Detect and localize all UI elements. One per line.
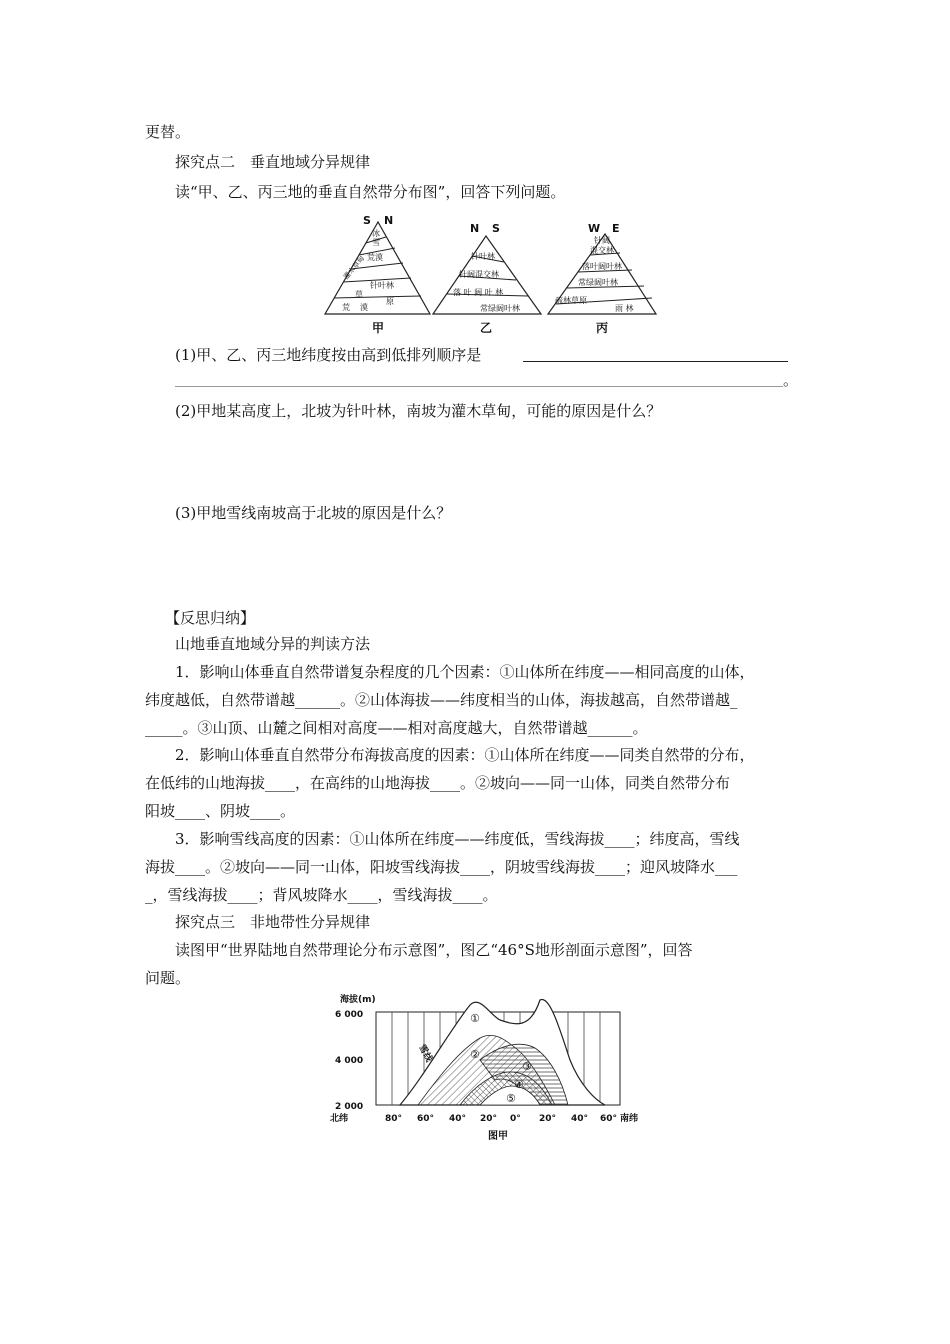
answer-blank[interactable] <box>175 386 783 387</box>
triangle-yi <box>433 222 541 335</box>
zone-label: ④ <box>514 1078 524 1091</box>
paragraph-3: _，雪线海拔____；背风坡降水____，雪线海拔____。 <box>145 886 498 904</box>
x-axis-right-label: 南纬 <box>620 1114 639 1124</box>
x-tick: 20° <box>539 1114 557 1124</box>
zone-label: ② <box>470 1048 480 1061</box>
zone-label: ① <box>470 1012 480 1025</box>
jia-zone: 原 <box>386 297 394 306</box>
question-3: (3)甲地雪线南坡高于北坡的原因是什么？ <box>175 504 452 522</box>
paragraph-1: _____。③山顶、山麓之间相对高度——相对高度越大，自然带谱越______。 <box>145 719 648 737</box>
jia-dir-left: S <box>363 214 371 227</box>
y-tick: 2 000 <box>335 1102 364 1112</box>
instruction-text: 读图甲“世界陆地自然带理论分布示意图”，图乙“46°S地形剖面示意图”，回答 <box>175 941 693 959</box>
yi-dir-right: S <box>492 222 500 235</box>
vertical-zones-figure <box>320 210 660 340</box>
x-tick: 60° <box>417 1114 435 1124</box>
bing-caption: 丙 <box>596 321 609 335</box>
yi-zone: 落 叶 阔 叶 林 <box>453 288 504 297</box>
x-tick: 20° <box>480 1114 498 1124</box>
paragraph-2: 阳坡____、阴坡____。 <box>145 802 296 820</box>
paragraph-2: 2．影响山体垂直自然带分布海拔高度的因素：①山体所在纬度——同类自然带的分布， <box>175 746 755 764</box>
y-tick: 4 000 <box>335 1056 364 1066</box>
y-tick: 6 000 <box>335 1010 364 1020</box>
figure-caption: 图甲 <box>488 1131 508 1142</box>
question-2: (2)甲地某高度上，北坡为针叶林，南坡为灌木草甸，可能的原因是什么？ <box>175 402 662 420</box>
jia-zone: 灌木草甸 <box>342 254 367 282</box>
bing-zone: 常绿阔叶林 <box>578 278 618 287</box>
jia-zone: 草 <box>355 290 363 299</box>
triangle-jia <box>325 214 430 335</box>
question-1: (1)甲、乙、丙三地纬度按由高到低排列顺序是 <box>175 346 482 364</box>
paragraph-1: 纬度越低，自然带谱越______。②山体海拔——纬度相当的山体，海拔越高，自然带谱越_ <box>145 691 738 709</box>
paragraph-3: 3．影响雪线高度的因素：①山体所在纬度——纬度低，雪线海拔____；纬度高，雪线 <box>175 830 740 848</box>
bing-zone: 落叶阔叶林 <box>582 262 622 271</box>
jia-zone: 荒 <box>342 303 350 312</box>
jia-zone: 针叶林 <box>370 281 394 290</box>
jia-zone: 荒漠 <box>367 253 383 262</box>
x-tick: 0° <box>510 1114 521 1124</box>
bing-dir-right: E <box>612 222 620 235</box>
x-axis-left-label: 北纬 <box>330 1114 349 1124</box>
instruction-text: 读“甲、乙、丙三地的垂直自然带分布图”，回答下列问题。 <box>175 183 566 201</box>
bing-dir-left: W <box>588 222 601 235</box>
reflection-title: 【反思归纳】 <box>165 609 256 627</box>
paragraph-3: 海拔____。②坡向——同一山体，阳坡雪线海拔____，阴坡雪线海拔____；迎风坡降水___ <box>145 858 738 876</box>
y-axis-label: 海拔(m) <box>340 995 376 1005</box>
yi-zone: 常绿阔叶林 <box>480 304 520 313</box>
yi-caption: 乙 <box>480 321 493 335</box>
jia-zone: 漠 <box>360 303 368 312</box>
world-zones-figure <box>330 990 650 1145</box>
yi-zone: 针阔混交林 <box>459 270 499 279</box>
paragraph-2: 在低纬的山地海拔____，在高纬的山地海拔____。②坡向——同一山体，同类自然带分布 <box>145 774 731 792</box>
yi-dir-left: N <box>470 222 480 235</box>
jia-zone: 雪 <box>372 238 380 247</box>
bing-zone: 雨 林 <box>615 304 634 313</box>
reflection-subtitle: 山地垂直地域分异的判读方法 <box>175 635 371 653</box>
instruction-text: 问题。 <box>145 969 191 987</box>
triangle-bing <box>548 222 656 335</box>
zone-label: ③ <box>522 1060 532 1073</box>
answer-blank[interactable] <box>523 361 788 362</box>
snowline-label: 雪线 <box>416 1043 434 1064</box>
yi-zone: 针叶林 <box>471 252 495 261</box>
text-line: 更替。 <box>145 123 191 141</box>
section-heading-2: 探究点二 垂直地域分异规律 <box>175 153 371 171</box>
jia-dir-right: N <box>384 214 394 227</box>
bing-zone: 针阔 <box>594 236 610 245</box>
zone-label: ⑤ <box>506 1092 516 1105</box>
x-tick: 60° <box>600 1114 618 1124</box>
section-heading-3: 探究点三 非地带性分异规律 <box>175 913 371 931</box>
x-tick: 40° <box>571 1114 589 1124</box>
paragraph-1: 1．影响山体垂直自然带谱复杂程度的几个因素：①山体所在纬度——相同高度的山体， <box>175 663 755 681</box>
jia-caption: 甲 <box>372 321 385 335</box>
bing-zone: 混交林 <box>590 246 614 255</box>
jia-zone: 冰 <box>372 229 380 238</box>
period: 。 <box>783 371 799 389</box>
x-tick: 40° <box>449 1114 467 1124</box>
x-tick: 80° <box>385 1114 403 1124</box>
bing-zone: 疏林草原 <box>555 296 587 305</box>
